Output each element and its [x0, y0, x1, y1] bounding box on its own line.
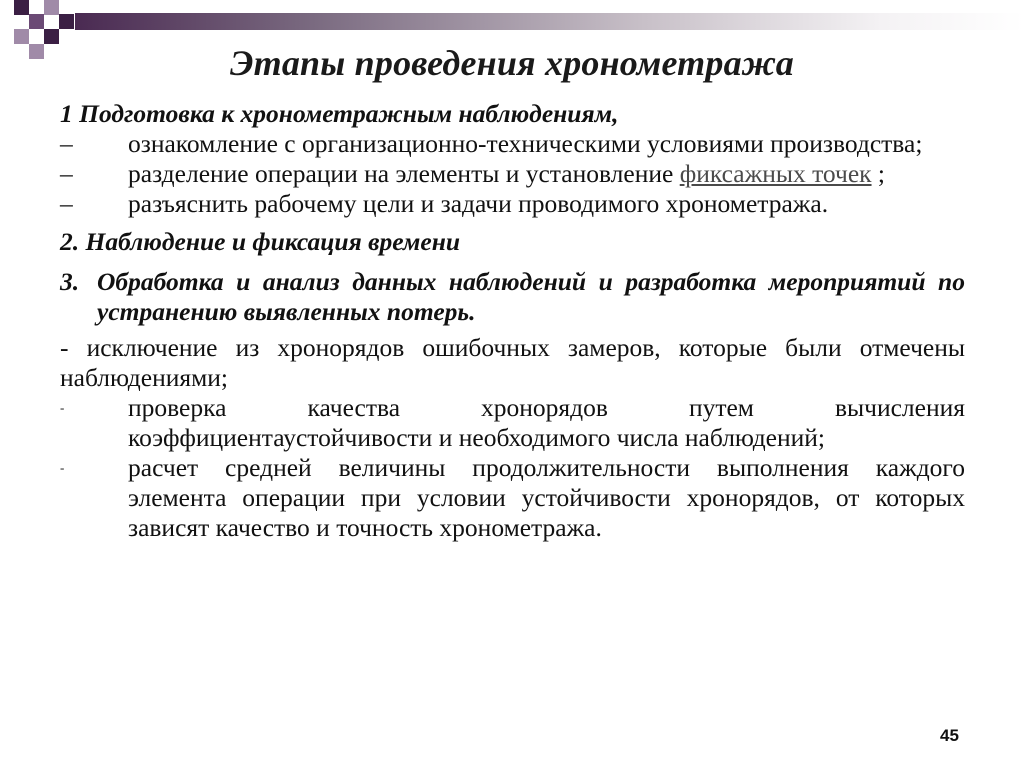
list-item — [60, 189, 965, 219]
deco-square — [29, 14, 44, 29]
text-before-link: разделение операции на элементы и установление — [128, 159, 680, 188]
section3-heading — [60, 267, 965, 327]
list-marker: – — [60, 159, 73, 188]
slide-title: Этапы проведения хронометража — [230, 43, 794, 83]
list-item — [60, 129, 965, 159]
list-item-text: разъяснить рабочему цели и задачи проводимого хронометража. — [128, 189, 829, 218]
fixation-points-link[interactable]: фиксажных точек — [679, 159, 872, 188]
section3-number: 3. — [60, 267, 80, 296]
list-marker: – — [60, 189, 73, 218]
list-marker: - — [60, 460, 65, 475]
header-gradient-bar — [75, 13, 1024, 30]
deco-square — [59, 14, 74, 29]
text-after-link: ; — [871, 159, 886, 188]
list-marker: - — [60, 400, 65, 415]
deco-square — [44, 0, 59, 15]
list-item — [60, 159, 965, 189]
list-item — [60, 393, 965, 453]
list-item-text: ознакомление с организационно-техническими условиями производства; — [128, 129, 923, 158]
section1-heading: 1 Подготовка к хронометражным наблюдениям, — [60, 99, 619, 128]
section2-heading: 2. Наблюдение и фиксация времени — [60, 227, 461, 256]
list-item — [60, 453, 965, 543]
list-item-text: расчет средней величины продолжительности выполнения каждого элемента операции при условии устойчивости хронорядов, от которых зависят качество и точность хронометража. — [128, 453, 965, 542]
section3-heading-text: Обработка и анализ данных наблюдений и разработка мероприятий по устранению выявленных потерь. — [97, 267, 965, 326]
section3-lead-item: - исключение из хронорядов ошибочных замеров, которые были отмечены наблюдениями; — [60, 333, 965, 392]
page-number: 45 — [940, 726, 959, 745]
slide-body — [60, 99, 965, 543]
deco-square — [14, 0, 29, 15]
list-item-text — [128, 159, 965, 189]
list-marker: – — [60, 129, 73, 158]
list-item-text: проверка качества хронорядов путем вычисления коэффициентаустойчивости и необходимого числа наблюдений; — [128, 393, 965, 452]
